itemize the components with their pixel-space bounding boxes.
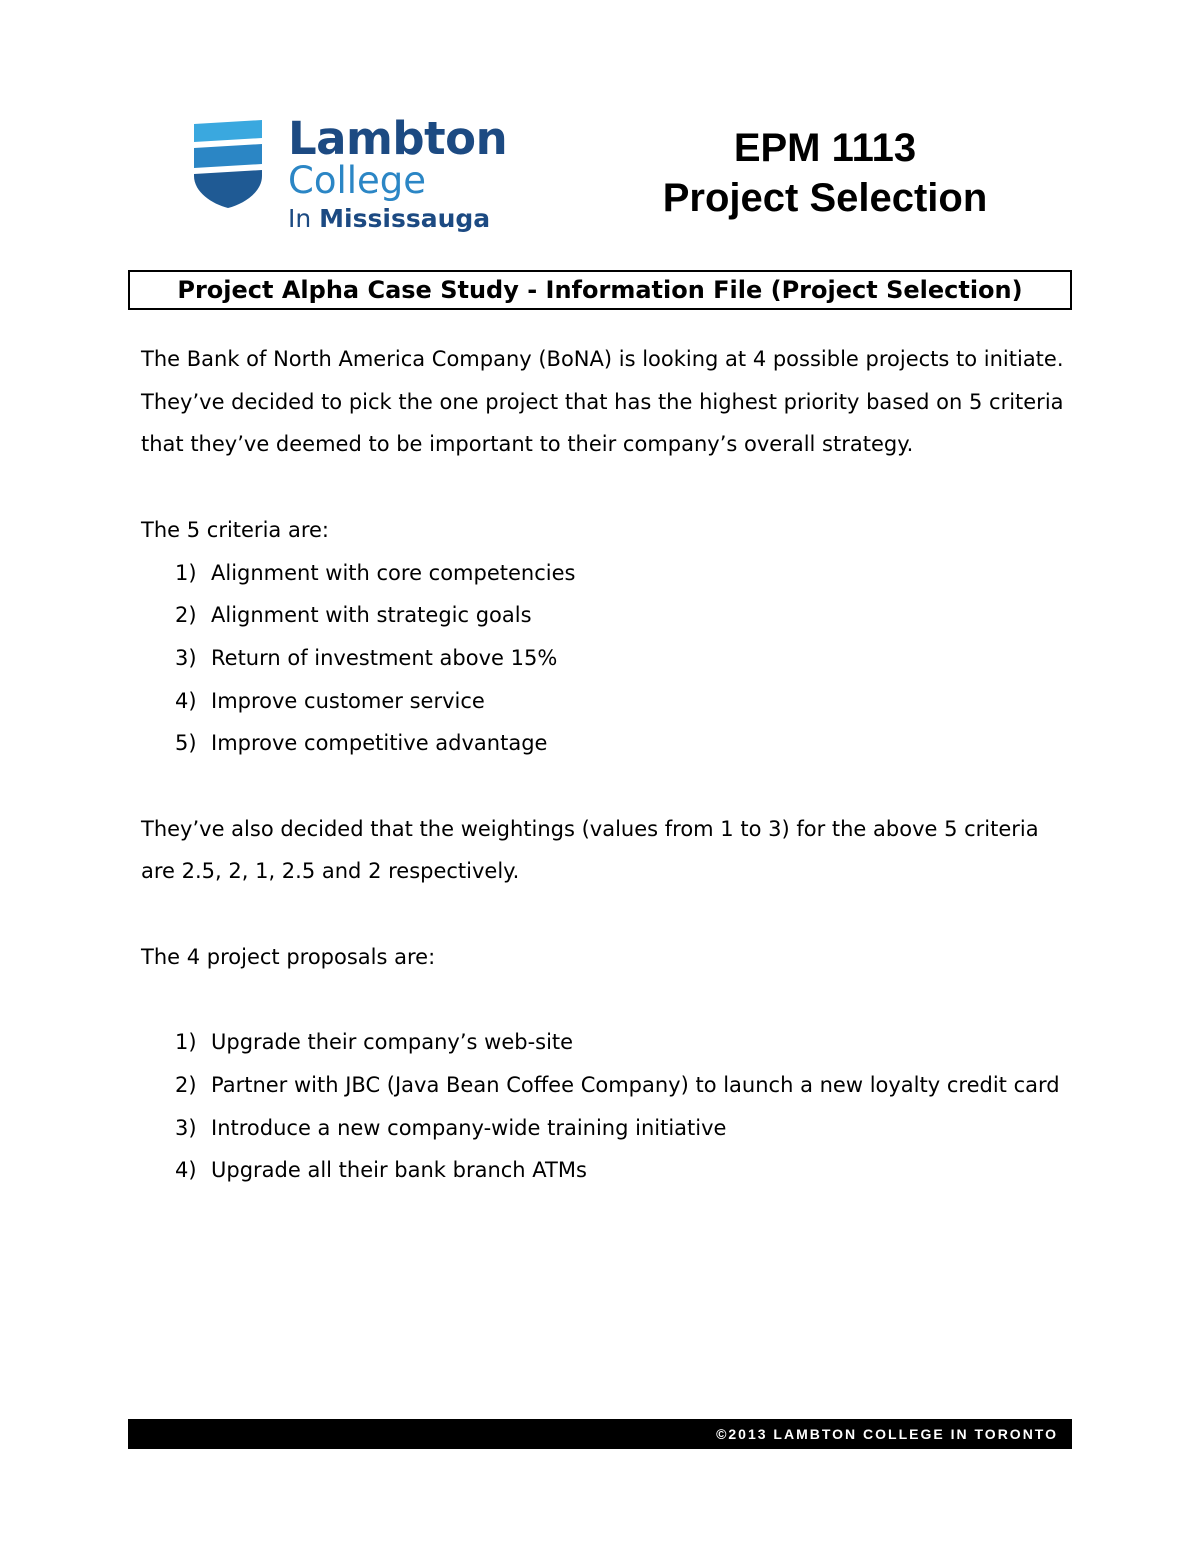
logo-word-lambton: Lambton xyxy=(288,112,508,165)
logo-word-mississauga: Mississauga xyxy=(319,204,491,233)
course-code: EPM 1113 xyxy=(733,126,917,170)
proposal-item: 4) Upgrade all their bank branch ATMs xyxy=(175,1158,587,1183)
case-study-heading: Project Alpha Case Study - Information File (Project Selection) xyxy=(128,270,1072,310)
proposal-item: 3) Introduce a new company-wide training initiative xyxy=(175,1115,727,1140)
lambton-college-logo xyxy=(192,114,522,240)
logo-word-in: In xyxy=(288,204,312,233)
intro-line-3: that they’ve deemed to be important to their company’s overall strategy. xyxy=(141,432,914,457)
logo-line-mississauga xyxy=(288,202,507,236)
shield-logo-icon xyxy=(192,118,264,208)
proposal-item: 1) Upgrade their company’s web-site xyxy=(175,1030,574,1055)
logo-wordmark xyxy=(288,114,507,236)
intro-line-1: The Bank of North America Company (BoNA) is looking at 4 possible projects to initiate. xyxy=(141,347,1064,371)
copyright-footer: ©2013 LAMBTON COLLEGE IN TORONTO xyxy=(128,1419,1072,1449)
criteria-item: 4) Improve customer service xyxy=(175,688,485,713)
document-body xyxy=(141,338,1081,1192)
intro-line-2: They’ve decided to pick the one project that has the highest priority based on 5 criteria xyxy=(141,389,1064,414)
criteria-item: 5) Improve competitive advantage xyxy=(175,731,548,756)
criteria-item: 3) Return of investment above 15% xyxy=(175,645,558,670)
course-title xyxy=(620,124,1030,224)
weightings-line-1: They’ve also decided that the weightings (values from 1 to 3) for the above 5 criteria xyxy=(141,816,1039,841)
course-name: Project Selection xyxy=(662,176,988,220)
criteria-list xyxy=(141,552,1081,766)
criteria-item: 1) Alignment with core competencies xyxy=(175,560,576,585)
logo-word-college: College xyxy=(288,159,427,202)
proposal-item: 2) Partner with JBC (Java Bean Coffee Company) to launch a new loyalty credit card xyxy=(175,1072,1060,1097)
proposals-list xyxy=(141,1021,1081,1192)
criteria-item: 2) Alignment with strategic goals xyxy=(175,603,532,628)
weightings-line-2: are 2.5, 2, 1, 2.5 and 2 respectively. xyxy=(141,859,520,884)
proposals-intro: The 4 project proposals are: xyxy=(141,944,436,969)
criteria-intro: The 5 criteria are: xyxy=(141,517,329,542)
